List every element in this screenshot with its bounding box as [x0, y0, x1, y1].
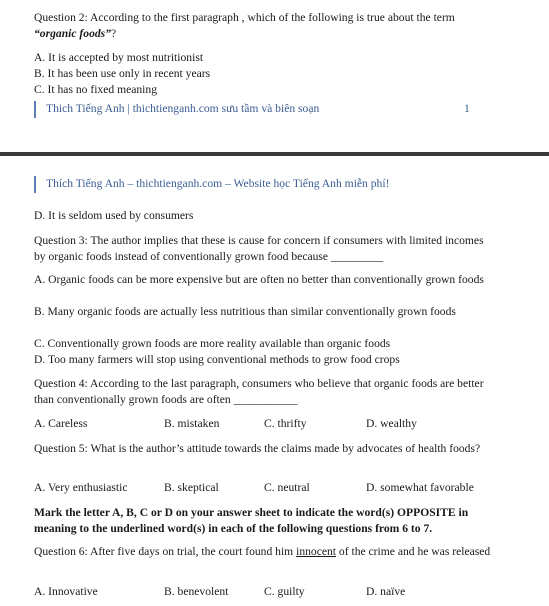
header-bar — [34, 176, 36, 193]
question-2-text: Question 2: According to the first paragraph , which of the following is true about the term — [34, 11, 455, 24]
question-5-option-d: D. somewhat favorable — [366, 481, 474, 494]
question-4-option-d: D. wealthy — [366, 417, 417, 430]
footer-bar — [34, 101, 36, 118]
page-number: 1 — [464, 102, 470, 115]
question-6-option-d: D. naïve — [366, 585, 406, 598]
question-6-option-b: B. benevolent — [164, 585, 229, 598]
question-2-option-c: C. It has no fixed meaning — [34, 83, 157, 96]
page-header — [34, 176, 514, 193]
header-text: Thích Tiếng Anh – thichtienganh.com – Website học Tiếng Anh miễn phí! — [46, 177, 390, 190]
page-separator — [0, 152, 549, 156]
question-6-option-a: A. Innovative — [34, 585, 98, 598]
question-6-options — [34, 584, 514, 600]
question-4-options — [34, 416, 514, 432]
page-1 — [0, 0, 549, 150]
question-5-options — [34, 480, 514, 496]
footer-text: Thich Tiếng Anh | thichtienganh.com sưu tầm và biên soạn — [46, 102, 320, 115]
question-3-option-b: B. Many organic foods are actually less nutritious than similar conventionally grown foods — [34, 305, 456, 318]
question-4-option-a: A. Careless — [34, 417, 88, 430]
question-6-underlined-word: innocent — [296, 545, 337, 558]
question-4-stem: Question 4: According to the last paragraph, consumers who believe that organic foods are better than conventionally grown foods are often ___________ — [34, 377, 484, 406]
page-2 — [0, 160, 549, 606]
question-5-stem: Question 5: What is the author’s attitude towards the claims made by advocates of health foods? — [34, 442, 481, 455]
question-5-option-b: B. skeptical — [164, 481, 219, 494]
question-3-option-c: C. Conventionally grown foods are more reality available than organic foods — [34, 337, 391, 350]
question-6-option-c: C. guilty — [264, 585, 305, 598]
question-2-option-a: A. It is accepted by most nutritionist — [34, 51, 204, 64]
question-3-option-a: A. Organic foods can be more expensive but are often no better than conventionally grown foods — [34, 273, 484, 286]
question-3-option-d: D. Too many farmers will stop using conventional methods to grow food crops — [34, 353, 400, 366]
question-6-text-end: of the crime and he was released — [336, 545, 491, 558]
question-2-option-b: B. It has been use only in recent years — [34, 67, 211, 80]
page-footer — [34, 101, 514, 118]
question-6-stem — [34, 544, 496, 560]
question-5-option-c: C. neutral — [264, 481, 310, 494]
question-2-stem — [34, 10, 496, 42]
question-4-option-b: B. mistaken — [164, 417, 220, 430]
question-2-option-d: D. It is seldom used by consumers — [34, 209, 194, 222]
question-2-term: “organic foods” — [34, 26, 111, 40]
question-5-option-a: A. Very enthusiastic — [34, 481, 128, 494]
question-3-stem: Question 3: The author implies that these is cause for concern if consumers with limited incomes by organic foods instead of conventionally grown food because _________ — [34, 234, 484, 263]
question-6-text: Question 6: After five days on trial, the court found him — [34, 545, 297, 558]
question-2-mark: ? — [110, 26, 117, 40]
instruction-text: Mark the letter A, B, C or D on your answer sheet to indicate the word(s) OPPOSITE in meaning to the underlined word(s) in each of the following questions from 6 to 7. — [34, 506, 469, 535]
question-4-option-c: C. thrifty — [264, 417, 307, 430]
